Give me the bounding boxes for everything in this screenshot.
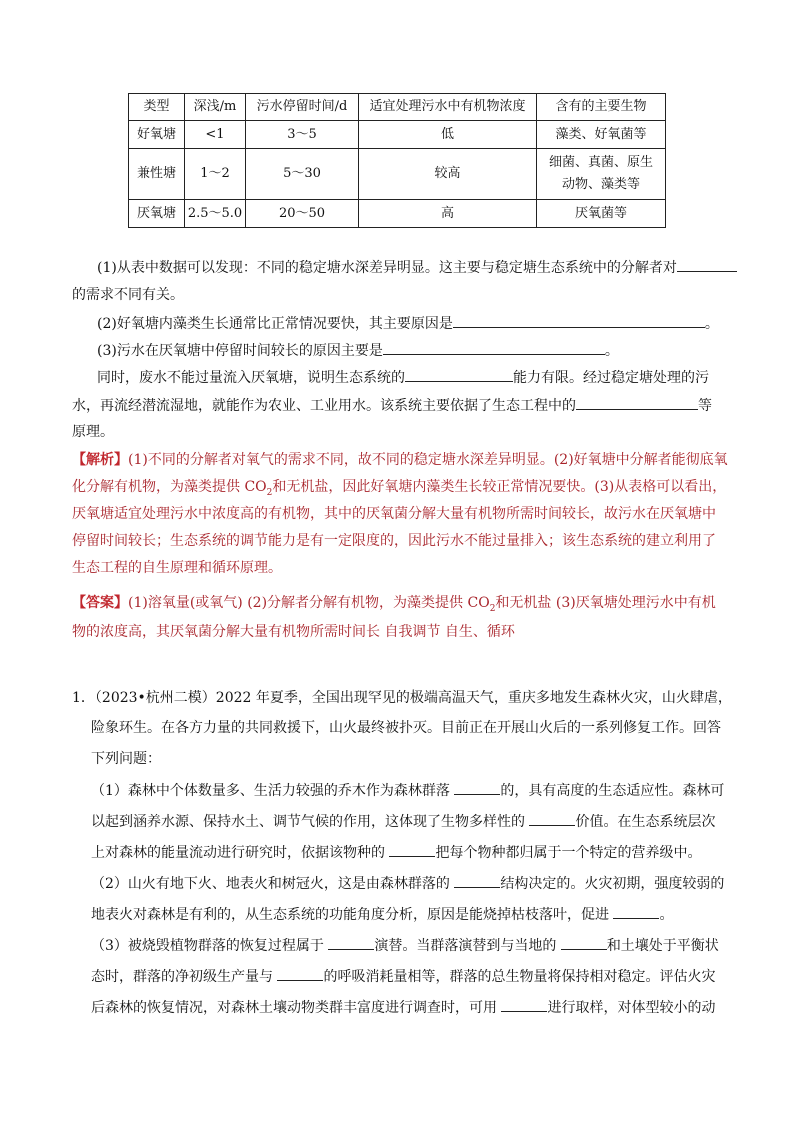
answer-blank <box>454 873 500 888</box>
table-cell: 兼性塘 <box>129 149 185 200</box>
table-cell: 20～50 <box>246 200 359 228</box>
question-line: 以起到涵养水源、保持水土、调节气候的作用，这体现了生物多样性的 价值。在生态系统层次 <box>91 811 715 832</box>
table-cell: 2.5～5.0 <box>185 200 246 228</box>
table-header: 含有的主要生物 <box>537 94 666 121</box>
question-line: (1)从表中数据可以发现：不同的稳定塘水深差异明显。这主要与稳定塘生态系统中的分解者对 <box>97 257 737 278</box>
table-cell-line: 细菌、真菌、原生 <box>548 155 653 170</box>
table-header-row <box>129 94 666 121</box>
answer-line: 【答案】(1)溶氧量(或氧气) (2)分解者分解有机物，为藻类提供 $CO_2$和无机盐 (3)厌氧塘处理污水中有机 <box>72 595 716 614</box>
table-header: 污水停留时间/d <box>246 94 359 121</box>
answer-blank <box>383 340 605 355</box>
table-cell: 3～5 <box>246 121 359 149</box>
table-header: 类型 <box>129 94 185 121</box>
table-cell: 低 <box>359 121 537 149</box>
question-line: （1）森林中个体数量多、生活力较强的乔木作为森林群落 的，具有高度的生态适应性。森林可 <box>91 780 724 801</box>
question-line: 后森林的恢复情况，对森林土壤动物类群丰富度进行调查时，可用 进行取样，对体型较小的动 <box>91 997 715 1018</box>
table-cell: 好氧塘 <box>129 121 185 149</box>
table-cell: 厌氧菌等 <box>537 200 666 228</box>
question-line: 原理。 <box>72 424 114 440</box>
answer-blank <box>328 935 374 950</box>
answer-blank <box>677 257 737 272</box>
table-header: 适宜处理污水中有机物浓度 <box>359 94 537 121</box>
question-line: 下列问题： <box>91 751 161 767</box>
question-line: （3）被烧毁植物群落的恢复过程属于 演替。当群落演替到与当地的 和土壤处于平衡状 <box>91 935 719 956</box>
analysis-line: 化分解有机物，为藻类提供 $CO_2$和无机盐，因此好氧塘内藻类生长较正常情况要快。(3)从表格可以看出， <box>72 479 727 498</box>
question-line: 上对森林的能量流动进行研究时，依据该物种的 把每个物种都归属于一个特定的营养级中。 <box>91 842 701 863</box>
answer-tag: 【答案】 <box>72 595 128 611</box>
answer-blank <box>613 904 659 919</box>
answer-line: 物的浓度高，其厌氧菌分解大量有机物所需时间长 自我调节 自生、循环 <box>72 624 515 640</box>
answer-blank <box>501 997 547 1012</box>
question-line: (2)好氧塘内藻类生长通常比正常情况要快，其主要原因是 。 <box>97 313 719 334</box>
answer-blank <box>453 313 705 328</box>
table-row <box>129 200 666 228</box>
analysis-line: 停留时间较长；生态系统的调节能力是有一定限度的，因此污水不能过量排入；该生态系统的建立利用了 <box>72 533 716 549</box>
answer-blank <box>389 842 435 857</box>
question-line: 水，再流经潜流湿地，就能作为农业、工业用水。该系统主要依据了生态工程中的 等 <box>72 395 712 416</box>
question-line: 1．（2023•杭州二模）2022 年夏季，全国出现罕见的极端高温天气，重庆多地发生森林火灾，山火肆虐， <box>72 690 732 706</box>
table-cell: 5～30 <box>246 149 359 200</box>
answer-blank <box>529 811 575 826</box>
question-line: 地表火对森林是有利的，从生态系统的功能角度分析，原因是能烧掉枯枝落叶，促进 。 <box>91 904 673 925</box>
answer-blank <box>454 780 500 795</box>
question-line: （2）山火有地下火、地表火和树冠火，这是由森林群落的 结构决定的。火灾初期，强度较弱的 <box>91 873 724 894</box>
analysis-line: 生态工程的自生原理和循环原理。 <box>72 560 282 576</box>
question-line: 的需求不同有关。 <box>72 287 184 303</box>
answer-blank <box>405 367 513 382</box>
analysis-tag: 【解析】 <box>72 452 128 468</box>
table-cell-line: 动物、藻类等 <box>561 177 640 192</box>
table-row <box>129 121 666 149</box>
question-line: 险象环生。在各方力量的共同救援下，山火最终被扑灭。目前正在开展山火后的一系列修复工作。回答 <box>91 720 721 736</box>
table-cell: 厌氧塘 <box>129 200 185 228</box>
answer-blank <box>576 395 698 410</box>
table-cell <box>537 149 666 200</box>
table-cell: 1～2 <box>185 149 246 200</box>
question-number: 1． <box>72 690 95 706</box>
answer-blank <box>277 966 323 981</box>
table-cell: 较高 <box>359 149 537 200</box>
table-cell: 藻类、好氧菌等 <box>537 121 666 149</box>
question-line: 态时，群落的净初级生产量与 的呼吸消耗量相等，群落的总生物量将保持相对稳定。评估火灾 <box>91 966 715 987</box>
table-cell: 高 <box>359 200 537 228</box>
question-line: (3)污水在厌氧塘中停留时间较长的原因主要是 。 <box>97 340 619 361</box>
pond-table <box>128 93 666 228</box>
table-cell: <1 <box>185 121 246 149</box>
question-line: 同时，废水不能过量流入厌氧塘，说明生态系统的 能力有限。经过稳定塘处理的污 <box>97 367 709 388</box>
table-header: 深浅/m <box>185 94 246 121</box>
answer-blank <box>561 935 607 950</box>
analysis-line: 【解析】(1)不同的分解者对氧气的需求不同，故不同的稳定塘水深差异明显。(2)好氧塘中分解者能彻底氧 <box>72 452 728 468</box>
analysis-line: 厌氧塘适宜处理污水中浓度高的有机物，其中的厌氧菌分解大量有机物所需时间较长，故污水在厌氧塘中 <box>72 506 716 522</box>
table-row <box>129 149 666 200</box>
